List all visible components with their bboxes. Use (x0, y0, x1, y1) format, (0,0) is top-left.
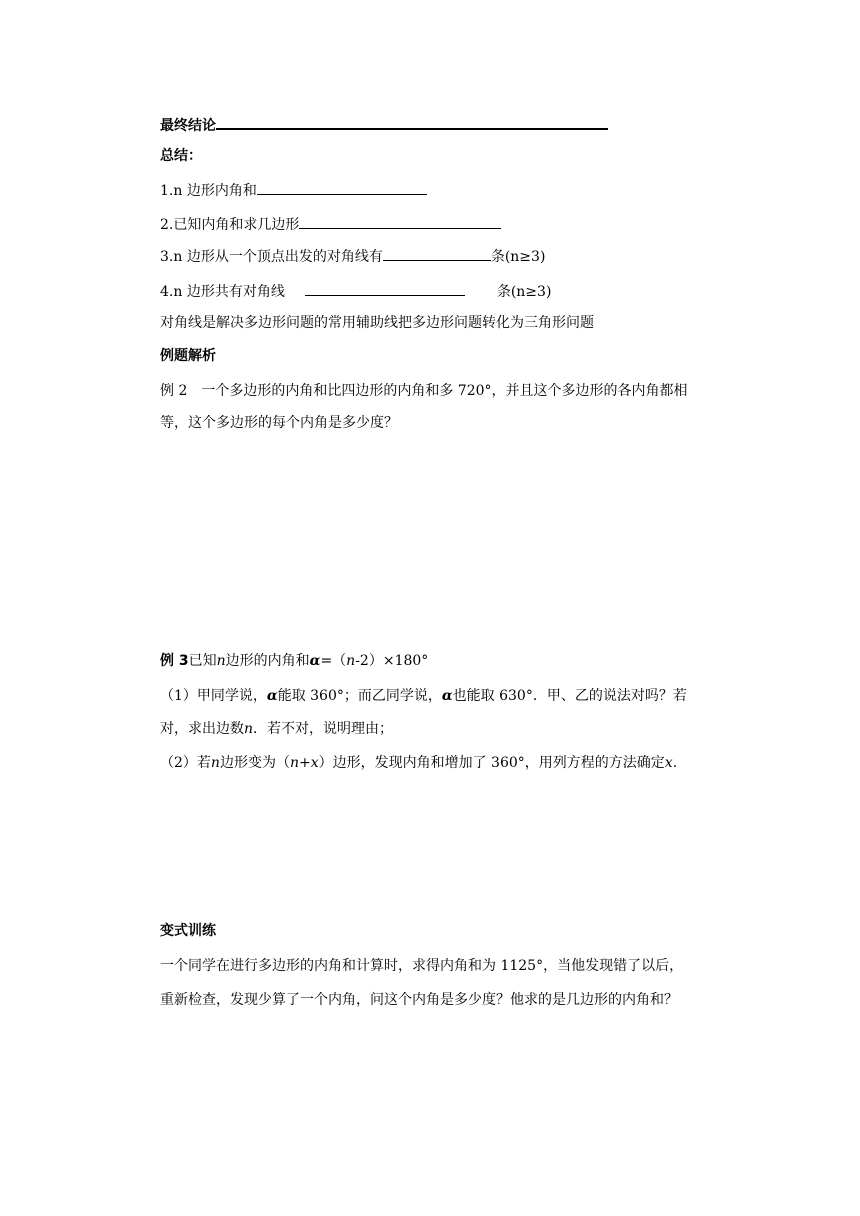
example-3-text: 边形变为（ (219, 755, 290, 771)
variable-n: n (210, 755, 220, 771)
summary-item-1-blank[interactable] (257, 180, 427, 195)
summary-item-4-text: 4.n 边形共有对角线 (160, 284, 285, 300)
example-2-line-1: 例 2 一个多边形的内角和比四边形的内角和多 720°，并且这个多边形的各内角都相 (160, 383, 688, 399)
summary-item-2-blank[interactable] (299, 214, 501, 229)
example-3-text: 能取 360°；而乙同学说， (277, 688, 442, 704)
variant-line-2: 重新检查，发现少算了一个内角，问这个内角是多少度？他求的是几边形的内角和？ (160, 992, 678, 1008)
example-3-text: ）边形，发现内角和增加了 360°，用列方程的方法确定 (318, 755, 665, 771)
variable-n: n (244, 721, 254, 737)
example-3-text: 边形的内角和 (225, 653, 310, 669)
summary-item-4 (160, 281, 551, 302)
summary-item-3-suffix: 条(n≥3) (490, 249, 546, 265)
summary-item-2-text: 2.已知内角和求几边形 (160, 217, 300, 233)
variable-alpha: α (266, 688, 278, 704)
examples-heading: 例题解析 (160, 348, 216, 364)
summary-item-2 (160, 214, 501, 235)
example-3-text: ．若不对，说明理由； (253, 721, 394, 737)
example-3-part-1-line-2 (160, 719, 393, 739)
variable-n: n (216, 653, 226, 669)
summary-item-1-text: 1.n 边形内角和 (160, 183, 257, 199)
variable-alpha: α (441, 688, 453, 704)
variable-x: x (664, 755, 673, 771)
summary-item-3-text: 3.n 边形从一个顶点出发的对角线有 (160, 249, 383, 265)
summary-note: 对角线是解决多边形问题的常用辅助线把多边形问题转化为三角形问题 (160, 315, 594, 331)
summary-item-3 (160, 246, 545, 267)
example-3-stem (160, 651, 428, 671)
final-conclusion-line (160, 114, 608, 136)
summary-item-1 (160, 180, 427, 201)
variant-heading: 变式训练 (160, 923, 216, 939)
example-3-text: 也能取 630°．甲、乙的说法对吗？若 (452, 688, 687, 704)
example-3-text: （2）若 (160, 755, 211, 771)
example-3-text: =（ (320, 653, 347, 669)
variable-alpha: α (309, 653, 321, 669)
variant-line-1: 一个同学在进行多边形的内角和计算时，求得内角和为 1125°，当他发现错了以后， (160, 958, 684, 974)
example-3-text: 对，求出边数 (160, 721, 244, 737)
summary-item-4-suffix: 条(n≥3) (496, 284, 552, 300)
example-3-text: . (672, 755, 678, 771)
example-3-label: 例 3 (160, 653, 189, 669)
example-2-line-2: 等，这个多边形的每个内角是多少度？ (160, 415, 398, 431)
example-3-part-2 (160, 753, 677, 773)
variable-n: n (346, 653, 356, 669)
summary-item-3-blank[interactable] (383, 246, 491, 261)
example-3-text: 已知 (188, 653, 217, 669)
final-conclusion-label: 最终结论 (160, 118, 216, 134)
example-3-text: （1）甲同学说， (160, 688, 267, 704)
summary-item-4-blank[interactable] (305, 281, 465, 296)
final-conclusion-blank[interactable] (216, 114, 608, 130)
example-3-text: -2）×180° (355, 653, 429, 669)
example-3-part-1-line-1 (160, 686, 687, 706)
summary-title: 总结： (160, 148, 202, 164)
expression-n-plus-x: n+x (289, 755, 319, 771)
